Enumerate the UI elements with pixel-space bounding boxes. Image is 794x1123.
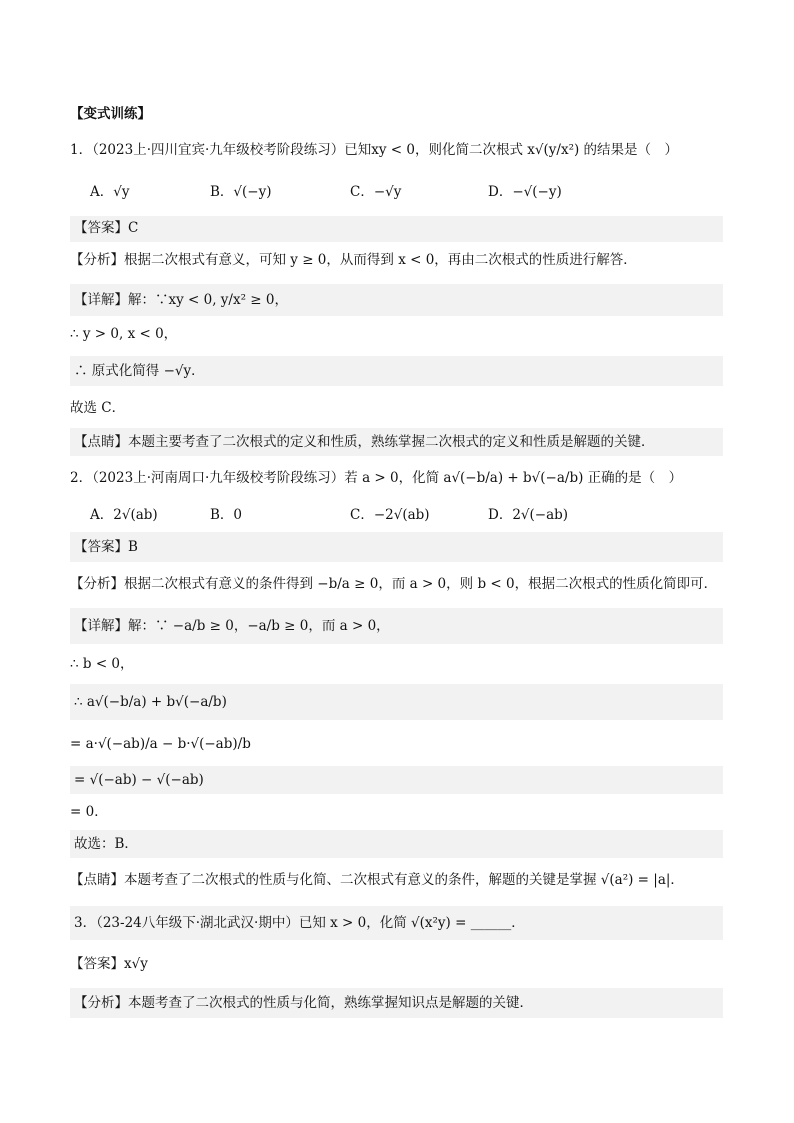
q2-answer: 【答案】B <box>70 532 723 562</box>
q2-option-b: B．0 <box>210 507 243 523</box>
q1-detail: 【详解】解：∵xy < 0, y/x² ≥ 0， <box>70 284 723 316</box>
q1-option-b: B．√(−y) <box>210 184 272 200</box>
q1-analysis: 【分析】根据二次根式有意义，可知 y ≥ 0，从而得到 x < 0，再由二次根式的性质进行解答． <box>70 252 637 268</box>
q2-analysis: 【分析】根据二次根式有意义的条件得到 −b/a ≥ 0，而 a > 0，则 b < 0，根据二次根式的性质化简即可． <box>70 576 718 592</box>
q2-option-c: C．−2√(ab) <box>350 507 430 523</box>
q3-answer: 【答案】x√y <box>70 956 148 972</box>
q2-detail: 【详解】解：∵ −a/b ≥ 0，−a/b ≥ 0，而 a > 0， <box>70 608 723 644</box>
q2-stem: 2．（2023上·河南周口·九年级校考阶段练习）若 a > 0，化简 a√(−b/a) + b√(−a/b) 正确的是（ ） <box>70 470 683 486</box>
q1-stem: 1．（2023上·四川宜宾·九年级校考阶段练习）已知xy < 0，则化简二次根式 x√(y/x²) 的结果是（ ） <box>70 142 679 158</box>
q1-option-c: C．−√y <box>350 184 402 200</box>
q3-stem: 3．（23-24八年级下·湖北武汉·期中）已知 x > 0，化简 √(x²y) = ______． <box>70 906 723 940</box>
q2-step1: ∴ b < 0， <box>70 656 134 672</box>
q1-choice: 故选 C． <box>70 400 126 416</box>
q1-comment: 【点睛】本题主要考查了二次根式的定义和性质，熟练掌握二次根式的定义和性质是解题的关键． <box>70 428 723 456</box>
q1-option-d: D．−√(−y) <box>488 184 562 200</box>
q1-answer: 【答案】C <box>70 216 723 242</box>
section-title: 【变式训练】 <box>70 106 151 122</box>
q1-option-a: A．√y <box>90 184 130 200</box>
q2-step2: ∴ a√(−b/a) + b√(−a/b) <box>70 684 723 720</box>
q2-step3: = a·√(−ab)/a − b·√(−ab)/b <box>70 736 251 752</box>
q2-comment: 【点睛】本题考查了二次根式的性质与化简、二次根式有意义的条件，解题的关键是掌握 √(a²) = |a|． <box>70 872 684 888</box>
q2-step4: = √(−ab) − √(−ab) <box>70 766 723 794</box>
q1-step1: ∴ y > 0, x < 0， <box>70 326 178 342</box>
q2-option-d: D．2√(−ab) <box>488 507 569 523</box>
q2-option-a: A．2√(ab) <box>90 507 158 523</box>
q2-choice: 故选：B． <box>70 830 723 858</box>
q1-step2: ∴ 原式化简得 −√y． <box>70 356 723 386</box>
q2-step5: = 0． <box>70 804 108 820</box>
q3-analysis: 【分析】本题考查了二次根式的性质与化简，熟练掌握知识点是解题的关键． <box>70 988 723 1018</box>
